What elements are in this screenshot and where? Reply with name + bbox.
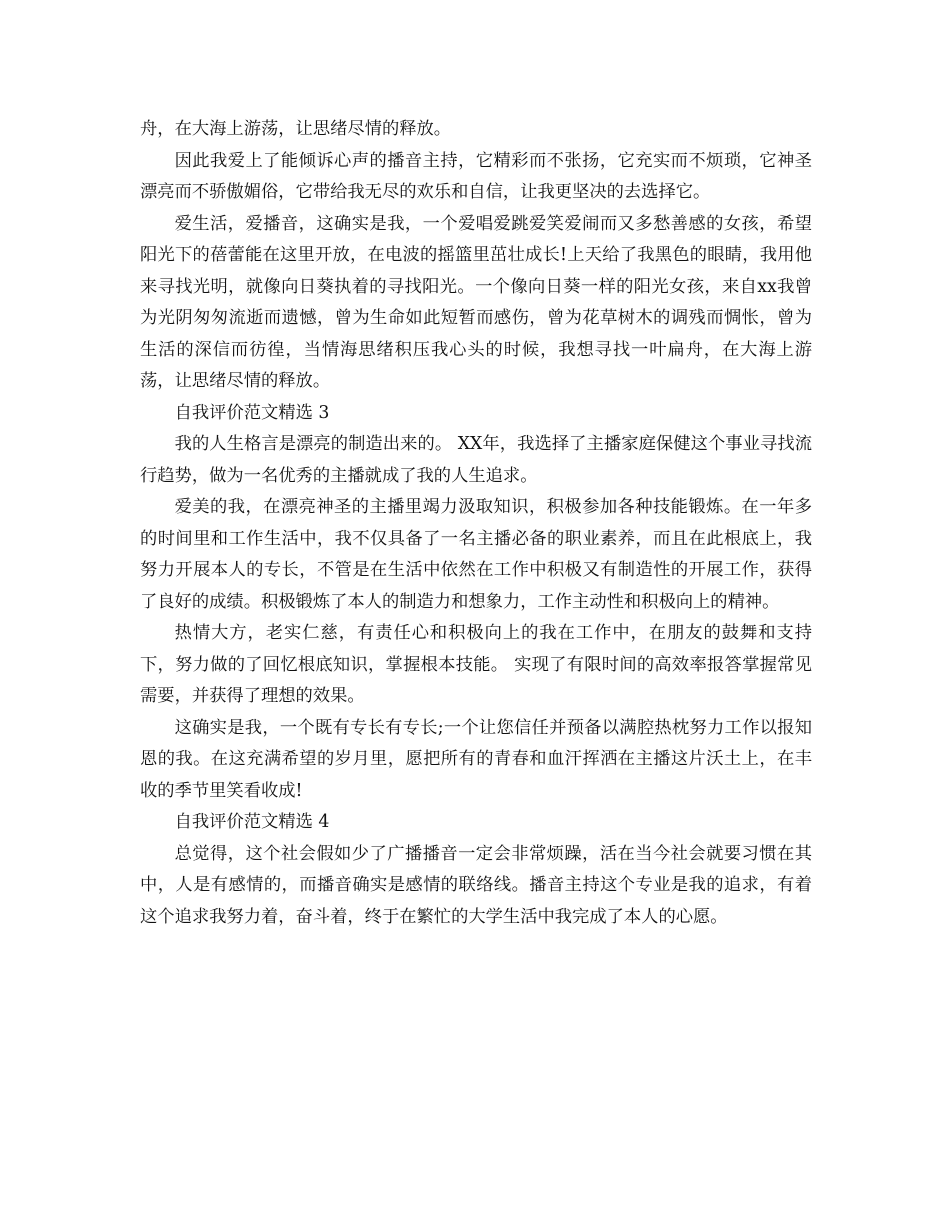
section-heading: 自我评价范文精选 4 (174, 812, 330, 832)
paragraph: 总觉得，这个社会假如少了广播播音一定会非常烦躁，活在当今社会就要习惯在其中，人是有感情的，而播音确实是感情的联络线。播音主持这个专业是我的追求，有着这个追求我努力着，奋斗着，终于在繁忙的大学生活中我完成了本人的心愿。 (140, 843, 812, 927)
document-body (140, 114, 812, 933)
paragraph: 热情大方，老实仁慈，有责任心和积极向上的我在工作中，在朋友的鼓舞和支持下，努力做的了回忆根底知识，掌握根本技能。 实现了有限时间的高效率报答掌握常见需要，并获得了理想的效果。 (140, 623, 812, 706)
paragraph: 舟，在大海上游荡，让思绪尽情的释放。 (140, 119, 452, 139)
section-heading: 自我评价范文精选 3 (174, 402, 330, 423)
paragraph: 爱生活，爱播音，这确实是我，一个爱唱爱跳爱笑爱闹而又多愁善感的女孩，希望阳光下的蓓蕾能在这里开放，在电波的摇篮里茁壮成长!上天给了我黑色的眼睛，我用他来寻找光明，就像向日葵执着的寻找阳光。一个像向日葵一样的阳光女孩，来自xx我曾为光阴匆匆流逝而遗憾，曾为生命如此短暂而感伤，曾为花草树木的调残而惆怅，曾为生活的深信而彷徨，当情海思绪积压我心头的时候，我想寻找一叶扁舟，在大海上游荡，让思绪尽情的释放。 (140, 213, 812, 391)
paragraph: 我的人生格言是漂亮的制造出来的。 XX年，我选择了主播家庭保健这个事业寻找流行趋势，做为一名优秀的主播就成了我的人生追求。 (140, 434, 812, 486)
paragraph: 这确实是我，一个既有专长有专长;一个让您信任并预备以满腔热枕努力工作以报知恩的我。在这充满希望的岁月里，愿把所有的青春和血汗挥洒在主播这片沃土上，在丰收的季节里笑看收成! (140, 717, 812, 801)
paragraph: 爱美的我，在漂亮神圣的主播里竭力汲取知识，积极参加各种技能锻炼。在一年多的时间里和工作生活中，我不仅具备了一名主播必备的职业素养，而且在此根底上，我努力开展本人的专长，不管是在生活中依然在工作中积极又有制造性的开展工作，获得了良好的成绩。积极锻炼了本人的制造力和想象力，工作主动性和积极向上的精神。 (140, 497, 812, 612)
paragraph: 因此我爱上了能倾诉心声的播音主持，它精彩而不张扬，它充实而不烦琐，它神圣漂亮而不骄傲媚俗，它带给我无尽的欢乐和自信，让我更坚决的去选择它。 (140, 150, 812, 202)
